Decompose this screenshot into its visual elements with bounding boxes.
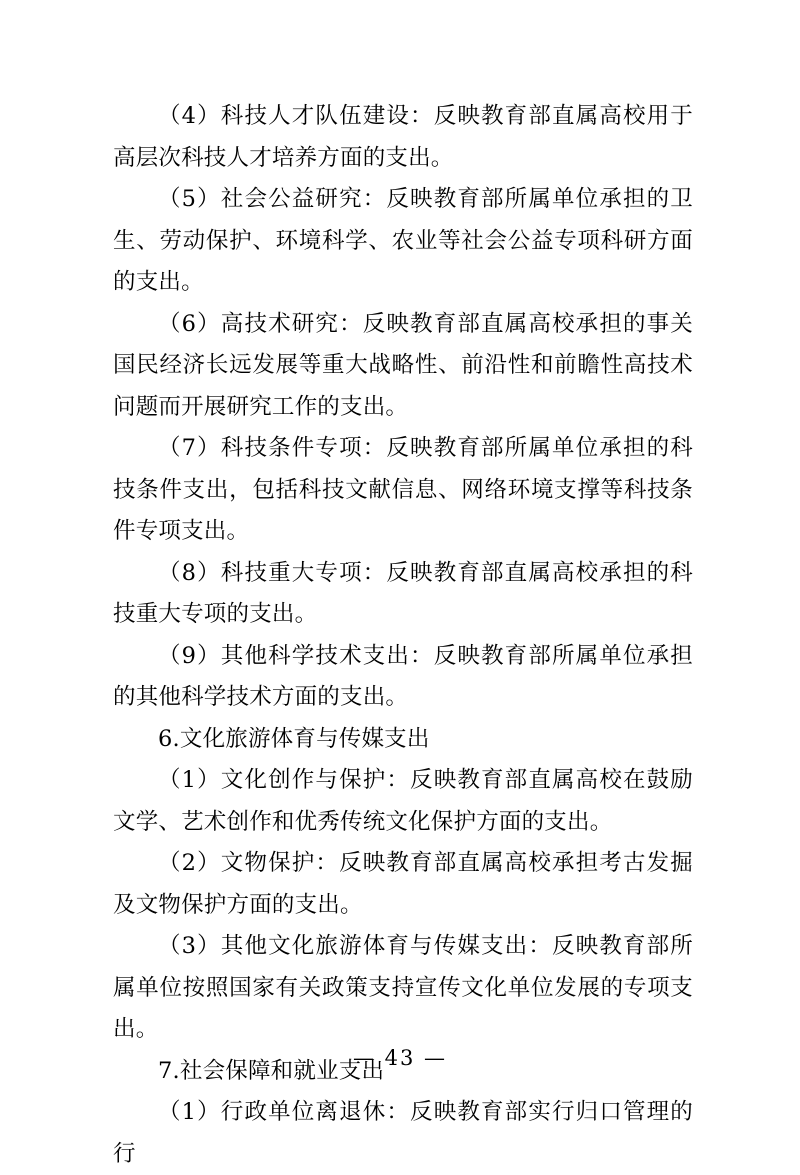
paragraph-other-culture-tourism: （3）其他文化旅游体育与传媒支出：反映教育部所属单位按照国家有关政策支持宣传文化单位发展的专项支出。 bbox=[113, 933, 693, 1042]
paragraph-administrative-retirement: （1）行政单位离退休：反映教育部实行归口管理的行 bbox=[113, 1099, 693, 1167]
paragraph-major-tech-project: （8）科技重大专项：反映教育部直属高校承担的科技重大专项的支出。 bbox=[113, 559, 693, 627]
paragraph-high-tech-research: （6）高技术研究：反映教育部直属高校承担的事关国民经济长远发展等重大战略性、前沿性和前瞻性高技术问题而开展研究工作的支出。 bbox=[113, 310, 693, 420]
paragraph-public-welfare-research: （5）社会公益研究：反映教育部所属单位承担的卫生、劳动保护、环境科学、农业等社会公益专项科研方面的支出。 bbox=[113, 186, 693, 295]
document-body bbox=[113, 96, 693, 1175]
paragraph-cultural-creation-protection: （1）文化创作与保护：反映教育部直属高校在鼓励文学、艺术创作和优秀传统文化保护方面的支出。 bbox=[113, 767, 693, 835]
paragraph-tech-conditions-project: （7）科技条件专项：反映教育部所属单位承担的科技条件支出，包括科技文献信息、网络环境支撑等科技条件专项支出。 bbox=[113, 435, 693, 544]
heading-culture-tourism-sports-media: 6.文化旅游体育与传媒支出 bbox=[158, 725, 430, 752]
paragraph-other-science-tech: （9）其他科学技术支出：反映教育部所属单位承担的其他科学技术方面的支出。 bbox=[113, 642, 693, 710]
paragraph-cultural-relics-protection: （2）文物保护：反映教育部直属高校承担考古发掘及文物保护方面的支出。 bbox=[113, 850, 693, 918]
paragraph-science-talent: （4）科技人才队伍建设：反映教育部直属高校用于高层次科技人才培养方面的支出。 bbox=[113, 103, 693, 171]
heading-social-security-employment: 7.社会保障和就业支出 bbox=[158, 1057, 385, 1084]
page-number: — 43 — bbox=[352, 1046, 448, 1070]
